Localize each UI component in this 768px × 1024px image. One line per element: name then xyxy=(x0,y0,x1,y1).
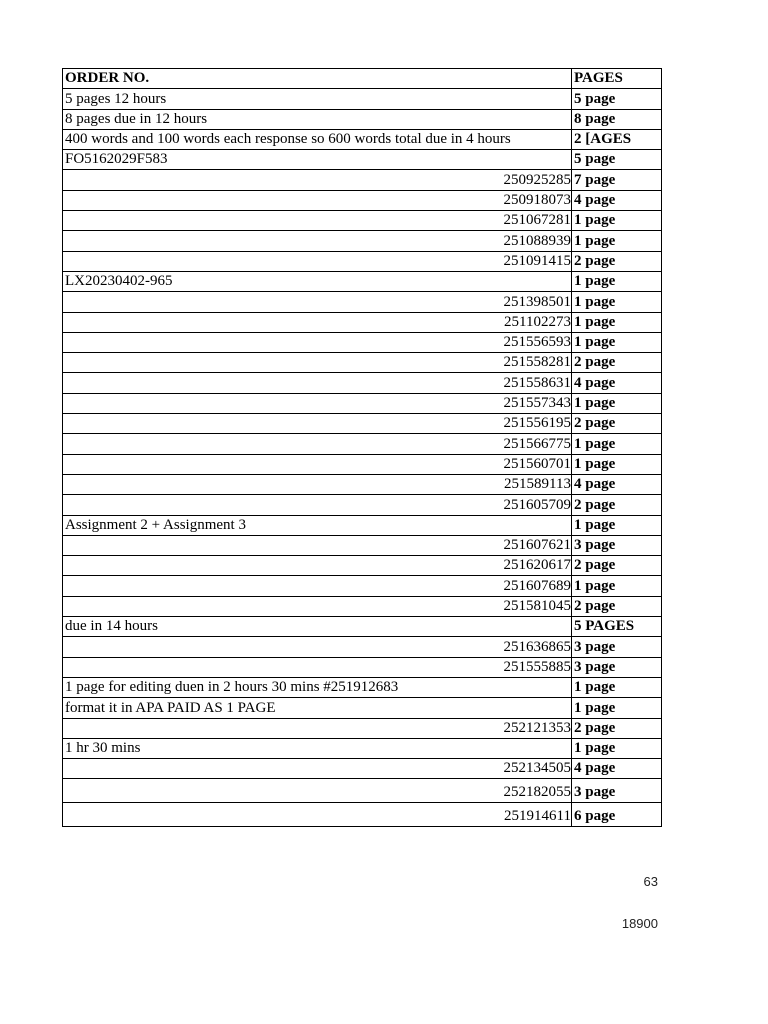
table-row xyxy=(63,803,662,827)
order-cell: 250925285 xyxy=(63,170,572,190)
order-cell: 251607689 xyxy=(63,576,572,596)
pages-cell: 4 page xyxy=(572,474,662,494)
order-cell: 8 pages due in 12 hours xyxy=(63,109,572,129)
table-row xyxy=(63,251,662,271)
pages-cell: 2 page xyxy=(572,718,662,738)
pages-cell: 1 page xyxy=(572,434,662,454)
order-cell: LX20230402-965 xyxy=(63,271,572,291)
pages-cell: 1 page xyxy=(572,515,662,535)
order-cell: 251088939 xyxy=(63,231,572,251)
order-cell: 5 pages 12 hours xyxy=(63,89,572,109)
pages-cell: 2 page xyxy=(572,414,662,434)
pages-cell: 3 page xyxy=(572,779,662,803)
table-row xyxy=(63,434,662,454)
order-cell: 251607621 xyxy=(63,535,572,555)
table-row xyxy=(63,738,662,758)
pages-cell: 1 page xyxy=(572,454,662,474)
pages-cell: 1 page xyxy=(572,312,662,332)
table-row xyxy=(63,474,662,494)
table-row xyxy=(63,495,662,515)
table-row xyxy=(63,535,662,555)
pages-cell: 5 page xyxy=(572,150,662,170)
table-row xyxy=(63,677,662,697)
table-row xyxy=(63,89,662,109)
pages-cell: 5 page xyxy=(572,89,662,109)
order-cell: 252121353 xyxy=(63,718,572,738)
pages-cell: 1 page xyxy=(572,211,662,231)
order-cell: 251560701 xyxy=(63,454,572,474)
order-cell: 251557343 xyxy=(63,393,572,413)
table-row xyxy=(63,393,662,413)
pages-cell: 2 page xyxy=(572,251,662,271)
table-header-row xyxy=(63,69,662,89)
table-row xyxy=(63,312,662,332)
table-row xyxy=(63,515,662,535)
table-row xyxy=(63,596,662,616)
order-cell: 251914611 xyxy=(63,803,572,827)
table-body xyxy=(63,89,662,827)
order-cell: 251636865 xyxy=(63,637,572,657)
order-count: 63 xyxy=(643,874,658,889)
order-cell: 251398501 xyxy=(63,292,572,312)
table-row xyxy=(63,637,662,657)
pages-cell: 3 page xyxy=(572,637,662,657)
table-row xyxy=(63,292,662,312)
order-cell: 251091415 xyxy=(63,251,572,271)
pages-cell: 2 page xyxy=(572,596,662,616)
pages-cell: 1 page xyxy=(572,332,662,352)
pages-cell: 7 page xyxy=(572,170,662,190)
pages-cell: 4 page xyxy=(572,373,662,393)
pages-header: PAGES xyxy=(572,69,662,89)
table-row xyxy=(63,150,662,170)
pages-cell: 2 page xyxy=(572,556,662,576)
orders-table xyxy=(62,68,662,827)
pages-cell: 1 page xyxy=(572,677,662,697)
table-row xyxy=(63,271,662,291)
order-cell: 252134505 xyxy=(63,759,572,779)
table-row xyxy=(63,779,662,803)
table-row xyxy=(63,759,662,779)
pages-cell: 1 page xyxy=(572,576,662,596)
pages-cell: 4 page xyxy=(572,190,662,210)
table-row xyxy=(63,129,662,149)
table-row xyxy=(63,170,662,190)
pages-cell: 5 PAGES xyxy=(572,617,662,637)
order-cell: 251605709 xyxy=(63,495,572,515)
pages-cell: 2 page xyxy=(572,353,662,373)
table-row xyxy=(63,373,662,393)
table-row xyxy=(63,109,662,129)
pages-cell: 2 page xyxy=(572,495,662,515)
order-cell: 251067281 xyxy=(63,211,572,231)
order-cell: 251566775 xyxy=(63,434,572,454)
order-cell: 251589113 xyxy=(63,474,572,494)
pages-cell: 3 page xyxy=(572,657,662,677)
pages-cell: 4 page xyxy=(572,759,662,779)
order-cell: 251620617 xyxy=(63,556,572,576)
pages-cell: 1 page xyxy=(572,393,662,413)
pages-cell: 1 page xyxy=(572,292,662,312)
table-row xyxy=(63,332,662,352)
table-row xyxy=(63,190,662,210)
order-cell: 251558281 xyxy=(63,353,572,373)
order-cell: FO5162029F583 xyxy=(63,150,572,170)
order-cell: 251558631 xyxy=(63,373,572,393)
table-row xyxy=(63,698,662,718)
table-row xyxy=(63,657,662,677)
order-cell: 250918073 xyxy=(63,190,572,210)
pages-cell: 1 page xyxy=(572,271,662,291)
table-row xyxy=(63,556,662,576)
table-row xyxy=(63,414,662,434)
pages-cell: 2 [AGES xyxy=(572,129,662,149)
table-row xyxy=(63,454,662,474)
pages-cell: 8 page xyxy=(572,109,662,129)
order-cell: 251556195 xyxy=(63,414,572,434)
table-row xyxy=(63,231,662,251)
order-cell: 251556593 xyxy=(63,332,572,352)
order-cell: 251102273 xyxy=(63,312,572,332)
order-cell: 1 page for editing duen in 2 hours 30 mins #251912683 xyxy=(63,677,572,697)
pages-cell: 1 page xyxy=(572,231,662,251)
pages-cell: 3 page xyxy=(572,535,662,555)
order-cell: 400 words and 100 words each response so 600 words total due in 4 hours xyxy=(63,129,572,149)
grand-total: 18900 xyxy=(621,916,658,931)
pages-cell: 1 page xyxy=(572,698,662,718)
table-row xyxy=(63,718,662,738)
order-cell: Assignment 2 + Assignment 3 xyxy=(63,515,572,535)
pages-cell: 1 page xyxy=(572,738,662,758)
table-row xyxy=(63,211,662,231)
order-cell: 252182055 xyxy=(63,779,572,803)
order-cell: 1 hr 30 mins xyxy=(63,738,572,758)
order-cell: format it in APA PAID AS 1 PAGE xyxy=(63,698,572,718)
order-cell: 251581045 xyxy=(63,596,572,616)
order-no-header: ORDER NO. xyxy=(63,69,572,89)
table-row xyxy=(63,353,662,373)
order-cell: due in 14 hours xyxy=(63,617,572,637)
table-row xyxy=(63,576,662,596)
table-row xyxy=(63,617,662,637)
order-cell: 251555885 xyxy=(63,657,572,677)
pages-cell: 6 page xyxy=(572,803,662,827)
